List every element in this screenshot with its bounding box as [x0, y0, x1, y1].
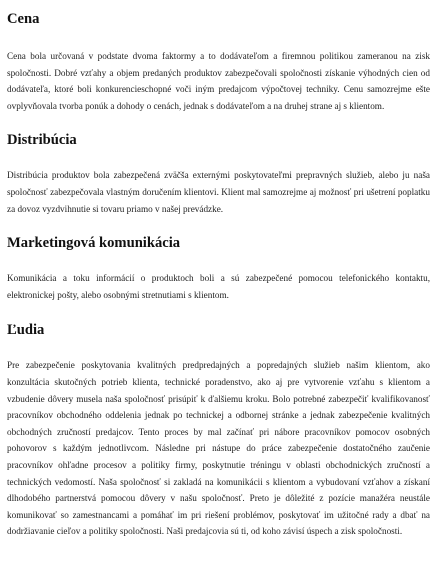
section-text-ludia: Pre zabezpečenie poskytovania kvalitných predpredajných a popredajných služieb našim klientom, ako konzultácia skutočných potrieb klienta, technické poradenstvo, ako aj pre vytvorenie vzťahu s klientom a vzbudenie dôvery musela naša spoločnosť prisúpiť k ďalšiemu kroku. Bolo potrebné zabezpečiť kvalifikovanosť pracovníkov obchodného oddelenia jednak po technickej a odbornej stránke a jednak zabezpečenie kvalitných obchodných zručností predajcov. Tento proces by mal začínať pri nábore pracovníkov pomocov osobných pohovorov s každým jednotlivcom. Následne pri nástupe do práce zabezpečenie dostatočného zaučenie pracovníkov ohľadne procesov a politiky firmy, poskytnutie tréningu v oblasti obchodnických zručností a technických vedomostí. Naša spoločnosť si zakladá na komunikácii s klientom a vybudovaní vzťahov a získaní dlhodobého partnerstvá pomocou dôvery v našu spoločnosť. Preto je dôležité z pozície manažéra neustále komunikovať so zamestnancami a pomáhať im pri riešení problémov, poskytovať im užitočné rady a dbať na dodržiavanie cieľov a politiky spoločnosti. Naši predajcovia sú ti, od koho závisí úspech a zisk spoločnosti.	[7, 360, 430, 537]
section-distribucia	[7, 131, 430, 217]
document-body	[7, 0, 430, 540]
section-marketingova-komunikacia	[7, 234, 430, 303]
section-cena	[7, 0, 430, 114]
section-heading-ludia: Ľudia	[7, 322, 45, 339]
section-heading-marketingova-komunikacia: Marketingová komunikácia	[7, 235, 181, 252]
section-ludia	[7, 321, 430, 540]
section-text-cena: Cena bola určovaná v podstate dvoma faktormy a to dodávateľom a firemnou politikou zameranou na zisk spoločnosti. Dobré vzťahy a objem predaných produktov zabezpečovali spoločnosti získanie výhodných cien od dodávateľa, ktoré boli konkurencieschopné voči iným predajcom výpočtovej techniky. Cenu samozrejme ešte ovplyvňovala tvorba ponúk a dohody o cenách, jednak s dodávateľom a na druhej strane aj s klientom.	[7, 51, 430, 111]
section-heading-cena: Cena	[7, 11, 40, 27]
section-text-marketingova-komunikacia: Komunikácia a toku informácií o produktoch boli a sú zabezpečené pomocou telefonického kontaktu, elektronickej pošty, alebo osobnými stretnutiami s klientom.	[7, 273, 430, 300]
section-heading-distribucia: Distribúcia	[7, 132, 77, 149]
section-text-distribucia: Distribúcia produktov bola zabezpečená zväčša externými poskytovateľmi prepravných služieb, alebo ju naša spoločnosť zabezpečovala vlastným doručením klientovi. Klient mal samozrejme aj možnosť pri ušetrení poplatku za dovoz vyzdvihnutie si tovaru priamo v našej prevádzke.	[7, 170, 430, 214]
